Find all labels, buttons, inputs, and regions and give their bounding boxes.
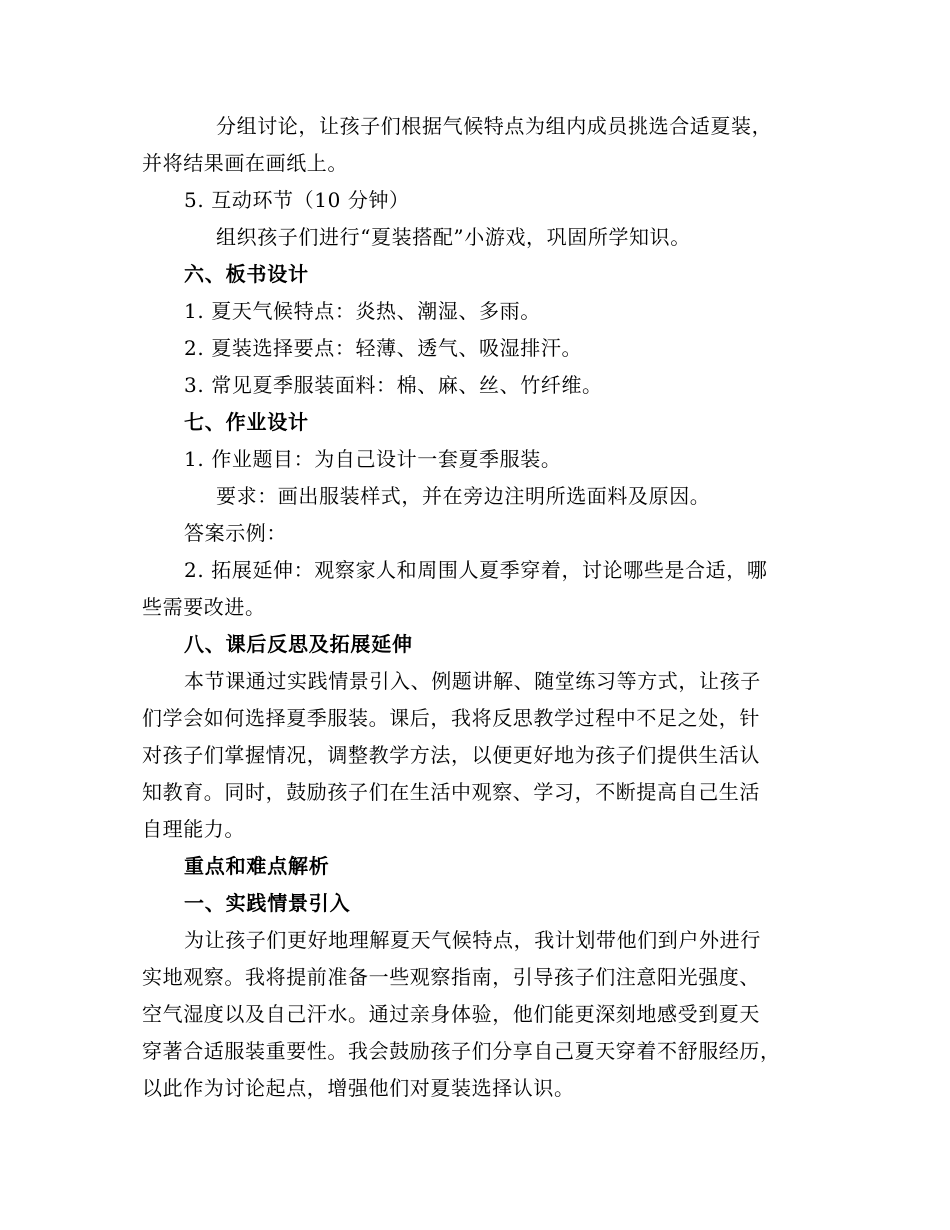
section-heading: 七、作业设计 <box>184 410 309 434</box>
body-text-line: 本节课通过实践情景引入、例题讲解、随堂练习等方式，让孩子 <box>184 669 761 693</box>
body-text-line: 分组讨论，让孩子们根据气候特点为组内成员挑选合适夏装， <box>216 114 773 138</box>
body-text-line: 组织孩子们进行“夏装搭配”小游戏，巩固所学知识。 <box>216 225 691 249</box>
section-heading: 重点和难点解析 <box>184 854 330 878</box>
body-text-line: 知教育。同时，鼓励孩子们在生活中观察、学习，不断提高自己生活 <box>142 780 760 804</box>
section-heading: 一、实践情景引入 <box>184 891 351 915</box>
body-text-line: 对孩子们掌握情况，调整教学方法，以便更好地为孩子们提供生活认 <box>142 743 760 767</box>
list-item: 1. 夏天气候特点：炎热、潮湿、多雨。 <box>184 299 541 323</box>
body-text-line: 为让孩子们更好地理解夏天气候特点，我计划带他们到户外进行 <box>184 928 761 952</box>
body-text-line: 以此作为讨论起点，增强他们对夏装选择认识。 <box>142 1076 575 1100</box>
body-text-line: 实地观察。我将提前准备一些观察指南，引导孩子们注意阳光强度、 <box>142 965 760 989</box>
body-text-line: 些需要改进。 <box>142 595 266 619</box>
list-item: 1. 作业题目：为自己设计一套夏季服装。 <box>184 447 562 471</box>
body-text-line: 要求：画出服装样式，并在旁边注明所选面料及原因。 <box>216 484 711 508</box>
section-heading: 六、板书设计 <box>184 262 309 286</box>
list-item: 5. 互动环节（10 分钟） <box>184 188 410 212</box>
list-item: 3. 常见夏季服装面料：棉、麻、丝、竹纤维。 <box>184 373 603 397</box>
body-text-line: 们学会如何选择夏季服装。课后，我将反思教学过程中不足之处，针 <box>142 706 760 730</box>
body-text-line: 并将结果画在画纸上。 <box>142 151 348 175</box>
list-item: 2. 夏装选择要点：轻薄、透气、吸湿排汗。 <box>184 336 583 360</box>
body-text-line: 自理能力。 <box>142 817 245 841</box>
list-item: 2. 拓展延伸：观察家人和周围人夏季穿着，讨论哪些是合适，哪 <box>184 558 768 582</box>
body-text-line: 穿著合适服装重要性。我会鼓励孩子们分享自己夏天穿着不舒服经历， <box>142 1039 781 1063</box>
body-text-line: 答案示例： <box>184 521 287 545</box>
section-heading: 八、课后反思及拓展延伸 <box>184 632 413 656</box>
body-text-line: 空气湿度以及自己汗水。通过亲身体验，他们能更深刻地感受到夏天 <box>142 1002 760 1026</box>
